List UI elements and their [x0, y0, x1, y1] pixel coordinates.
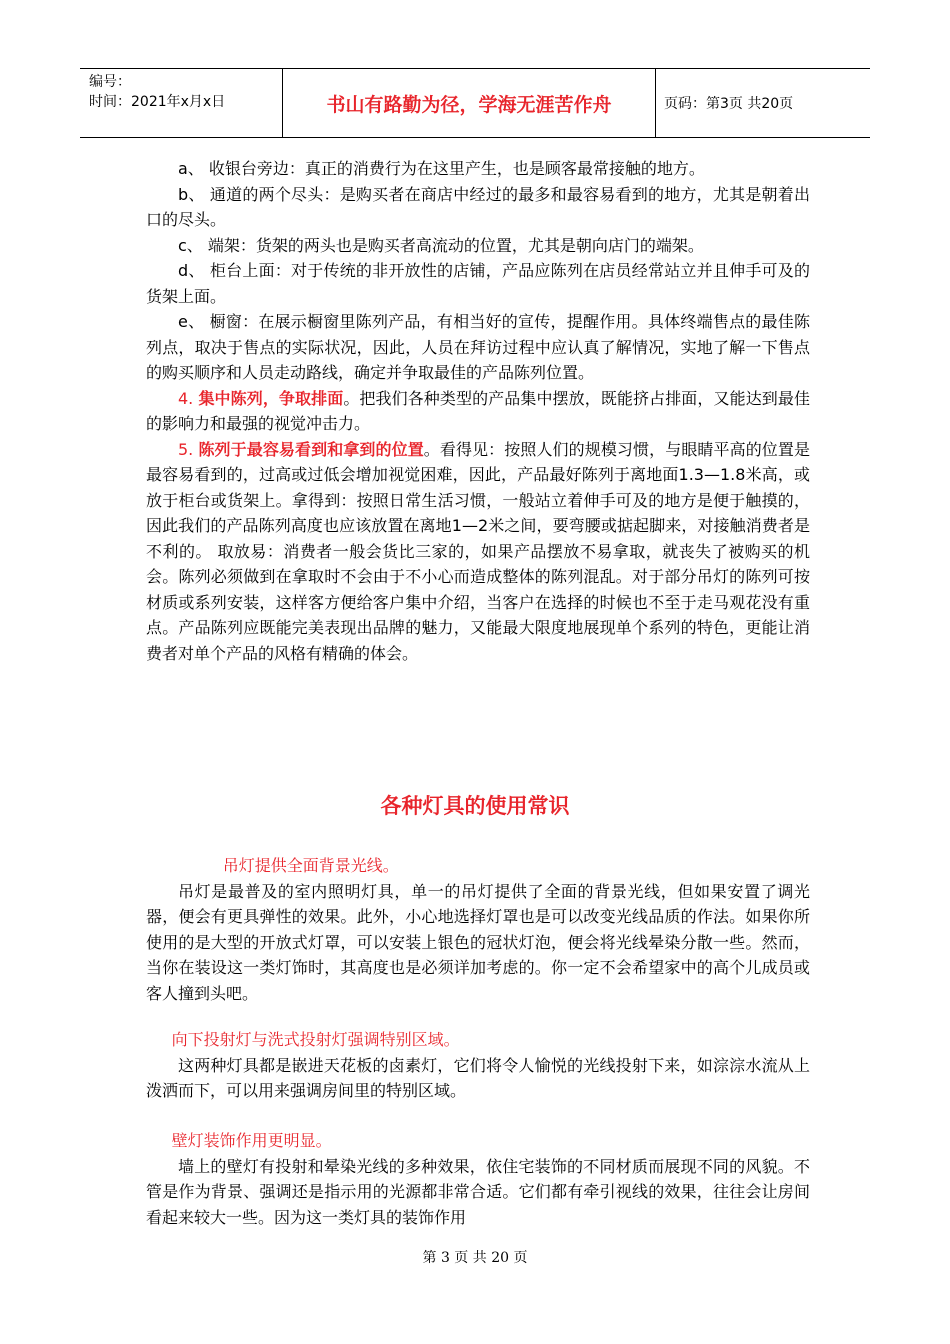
document-number: 编号： — [89, 74, 131, 90]
header-meta — [80, 69, 283, 137]
item-5-body: 。看得见：按照人们的规模习惯，与眼睛平高的位置是最容易看到的，过高或过低会增加视觉困难，因此，产品最好陈列于离地面1.3—1.8米高，或放于柜台或货架上。拿得到：按照日常生活习惯，一般站立着伸手可及的地方是便于触摸的，因此我们的产品陈列高度也应该放置在离地1—2米之间，要弯腰或掂起脚来，对接触消费者是不利的。 取放易：消费者一般会货比三家的，如果产品摆放不易拿取，就丧失了被购买的机会。陈列必须做到在拿取时不会由于不小心而造成整体的陈列混乱。对于部分吊灯的陈列可按材质或系列安装，这样客方便给客户集中介绍，当客户在选择的时候也不至于走马观花没有重点。产品陈列应既能完美表现出品牌的魅力，又能最大限度地展现单个系列的特色，更能让消费者对单个产品的风格有精确的体会。 — [146, 439, 810, 663]
section-body: 墙上的壁灯有投射和晕染光线的多种效果，依住宅装饰的不同材质而展现不同的风貌。不管是作为背景、强调还是指示用的光源都非常合适。它们都有牵引视线的效果，往往会让房间看起来较大一些。因为这一类灯具的装饰作用 — [146, 1156, 810, 1227]
section-chandelier — [146, 853, 810, 1006]
item-5-paragraph — [146, 437, 810, 667]
section-title: 各种灯具的使用常识 — [380, 794, 570, 818]
section-body: 这两种灯具都是嵌进天花板的卤素灯，它们将令人愉悦的光线投射下来，如淙淙水流从上泼洒而下，可以用来强调房间里的特别区域。 — [146, 1055, 810, 1100]
page-footer: 第 3 页 共 20 页 — [422, 1250, 528, 1266]
header-page-info: 页码：第3页 共20页 — [664, 96, 794, 112]
item-5-heading: 陈列于最容易看到和拿到的位置 — [198, 439, 424, 459]
list-item-c: c、 端架：货架的两头也是购买者高流动的位置，尤其是朝向店门的端架。 — [178, 235, 704, 255]
section-body: 吊灯是最普及的室内照明灯具，单一的吊灯提供了全面的背景光线，但如果安置了调光器，便会有更具弹性的效果。此外，小心地选择灯罩也是可以改变光线品质的作法。如果你所使用的是大型的开放式灯罩，可以安装上银色的冠状灯泡，便会将光线晕染分散一些。然而，当你在装设这一类灯饰时，其高度也是必须详加考虑的。你一定不会希望家中的高个儿成员或客人撞到头吧。 — [146, 881, 810, 1003]
list-item-e: e、 橱窗：在展示橱窗里陈列产品，有相当好的宣传，提醒作用。具体终端售点的最佳陈列点，取决于售点的实际状况，因此，人员在拜访过程中应认真了解情况，实地了解一下售点的购买顺序和人员走动路线，确定并争取最佳的产品陈列位置。 — [146, 312, 810, 382]
header-motto: 书山有路勤为径，学海无涯苦作舟 — [283, 69, 656, 137]
item-4-paragraph — [146, 386, 810, 437]
list-item-d: d、 柜台上面：对于传统的非开放性的店铺，产品应陈列在店员经常站立并且伸手可及的货架上面。 — [146, 261, 810, 306]
display-positions-text — [146, 156, 810, 666]
list-item-b: b、 通道的两个尽头：是购买者在商店中经过的最多和最容易看到的地方，尤其是朝着出口的尽头。 — [146, 184, 810, 229]
section-heading: 向下投射灯与洗式投射灯强调特别区域。 — [171, 1030, 460, 1049]
item-4-heading: 集中陈列，争取排面 — [198, 388, 344, 408]
section-downlight — [146, 1027, 810, 1104]
item-4-body: 。把我们各种类型的产品集中摆放，既能挤占排面，又能达到最佳的影响力和最强的视觉冲击力。 — [146, 388, 810, 433]
item-5-number: 5. — [178, 439, 199, 459]
document-date: 时间：2021年x月x日 — [89, 94, 226, 110]
section-heading: 壁灯装饰作用更明显。 — [171, 1131, 332, 1150]
item-4-number: 4. — [178, 388, 199, 408]
list-item-a: a、 收银台旁边：真正的消费行为在这里产生，也是顾客最常接触的地方。 — [178, 159, 705, 178]
section-wall-lamp — [146, 1128, 810, 1230]
section-heading: 吊灯提供全面背景光线。 — [222, 856, 399, 875]
page-header — [80, 68, 870, 138]
